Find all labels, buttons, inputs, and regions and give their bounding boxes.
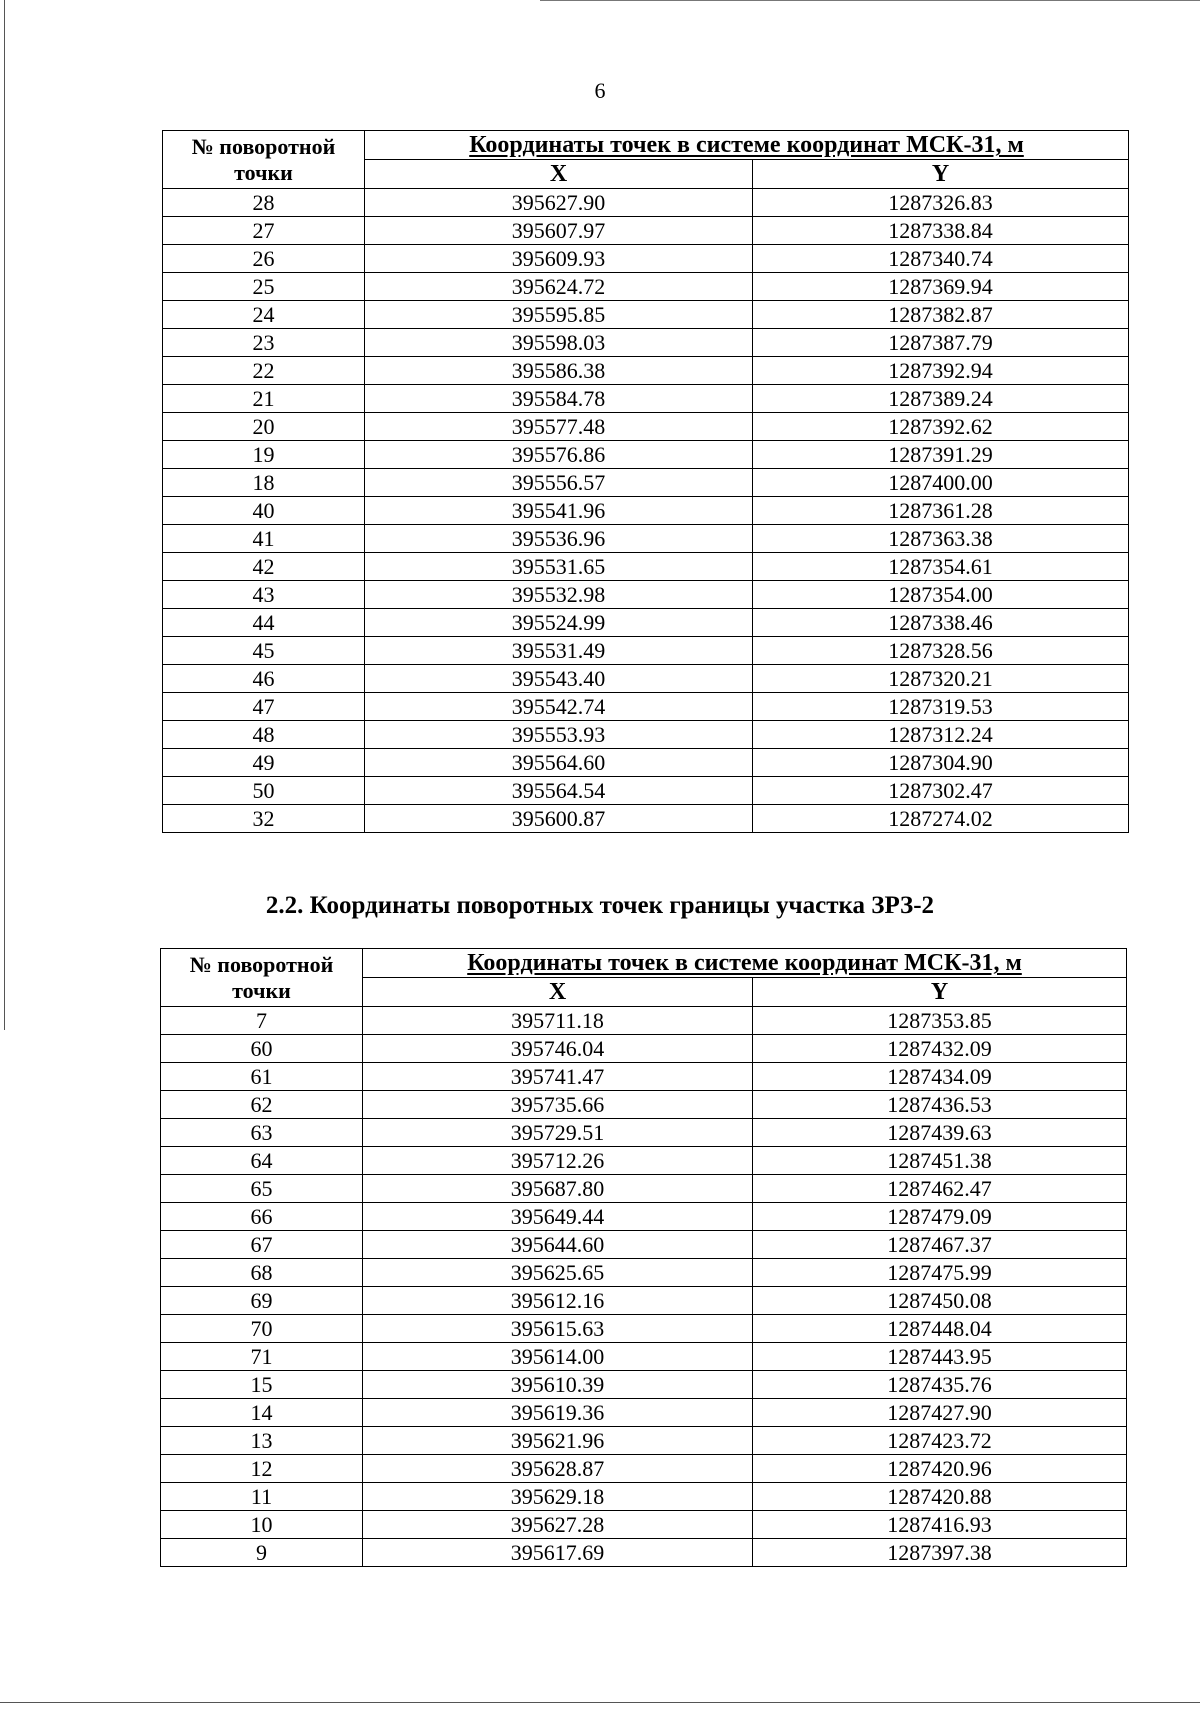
point-number-cell: 21 bbox=[163, 385, 365, 413]
y-coordinate-cell: 1287320.21 bbox=[753, 665, 1129, 693]
table-row bbox=[163, 189, 1129, 217]
table-row bbox=[161, 1231, 1127, 1259]
table-row bbox=[163, 777, 1129, 805]
y-coordinate-cell: 1287439.63 bbox=[753, 1119, 1127, 1147]
point-number-cell: 68 bbox=[161, 1259, 363, 1287]
y-coordinate-cell: 1287420.96 bbox=[753, 1455, 1127, 1483]
x-coordinate-cell: 395609.93 bbox=[365, 245, 753, 273]
y-coordinate-cell: 1287302.47 bbox=[753, 777, 1129, 805]
x-coordinate-cell: 395644.60 bbox=[363, 1231, 753, 1259]
x-coordinate-cell: 395612.16 bbox=[363, 1287, 753, 1315]
point-number-cell: 18 bbox=[163, 469, 365, 497]
coordinates-table-2 bbox=[160, 948, 1127, 1567]
x-coordinate-cell: 395584.78 bbox=[365, 385, 753, 413]
y-coordinate-cell: 1287312.24 bbox=[753, 721, 1129, 749]
y-coordinate-cell: 1287353.85 bbox=[753, 1007, 1127, 1035]
point-number-cell: 45 bbox=[163, 637, 365, 665]
table-row bbox=[161, 1343, 1127, 1371]
table-row bbox=[163, 469, 1129, 497]
table-row bbox=[163, 665, 1129, 693]
section-title: 2.2. Координаты поворотных точек границы участка ЗРЗ-2 bbox=[265, 892, 935, 919]
x-coordinate-cell: 395617.69 bbox=[363, 1539, 753, 1567]
x-coordinate-cell: 395627.90 bbox=[365, 189, 753, 217]
point-number-cell: 44 bbox=[163, 609, 365, 637]
point-number-cell: 67 bbox=[161, 1231, 363, 1259]
y-coordinate-cell: 1287361.28 bbox=[753, 497, 1129, 525]
y-coordinate-cell: 1287369.94 bbox=[753, 273, 1129, 301]
table-row bbox=[163, 217, 1129, 245]
y-coordinate-cell: 1287432.09 bbox=[753, 1035, 1127, 1063]
point-number-cell: 65 bbox=[161, 1175, 363, 1203]
table-row bbox=[161, 1511, 1127, 1539]
y-coordinate-cell: 1287397.38 bbox=[753, 1539, 1127, 1567]
point-number-cell: 46 bbox=[163, 665, 365, 693]
point-number-cell: 32 bbox=[163, 805, 365, 833]
point-number-cell: 12 bbox=[161, 1455, 363, 1483]
table-row bbox=[163, 525, 1129, 553]
point-number-cell: 69 bbox=[161, 1287, 363, 1315]
y-coordinate-cell: 1287462.47 bbox=[753, 1175, 1127, 1203]
y-coordinate-cell: 1287382.87 bbox=[753, 301, 1129, 329]
x-coordinate-cell: 395586.38 bbox=[365, 357, 753, 385]
point-number-cell: 24 bbox=[163, 301, 365, 329]
x-coordinate-cell: 395598.03 bbox=[365, 329, 753, 357]
y-column-header: Y bbox=[753, 160, 1129, 189]
y-coordinate-cell: 1287338.46 bbox=[753, 609, 1129, 637]
point-number-cell: 20 bbox=[163, 413, 365, 441]
scan-edge-bottom bbox=[0, 1702, 1200, 1703]
x-coordinate-cell: 395564.54 bbox=[365, 777, 753, 805]
x-coordinate-cell: 395600.87 bbox=[365, 805, 753, 833]
table-row bbox=[163, 357, 1129, 385]
scan-edge-left bbox=[4, 0, 5, 1030]
table-row bbox=[163, 497, 1129, 525]
table-row bbox=[161, 1399, 1127, 1427]
y-coordinate-cell: 1287389.24 bbox=[753, 385, 1129, 413]
x-coordinate-cell: 395746.04 bbox=[363, 1035, 753, 1063]
x-coordinate-cell: 395687.80 bbox=[363, 1175, 753, 1203]
x-coordinate-cell: 395610.39 bbox=[363, 1371, 753, 1399]
y-coordinate-cell: 1287326.83 bbox=[753, 189, 1129, 217]
table-row bbox=[163, 609, 1129, 637]
point-number-cell: 22 bbox=[163, 357, 365, 385]
y-coordinate-cell: 1287338.84 bbox=[753, 217, 1129, 245]
table-row bbox=[161, 1203, 1127, 1231]
x-coordinate-cell: 395712.26 bbox=[363, 1147, 753, 1175]
x-coordinate-cell: 395536.96 bbox=[365, 525, 753, 553]
x-coordinate-cell: 395595.85 bbox=[365, 301, 753, 329]
table-row bbox=[161, 1007, 1127, 1035]
table-row bbox=[163, 385, 1129, 413]
y-coordinate-cell: 1287423.72 bbox=[753, 1427, 1127, 1455]
table-row bbox=[161, 1483, 1127, 1511]
table-row bbox=[163, 581, 1129, 609]
point-number-cell: 61 bbox=[161, 1063, 363, 1091]
table-row bbox=[161, 1063, 1127, 1091]
point-number-cell: 27 bbox=[163, 217, 365, 245]
coordinates-table-1 bbox=[162, 130, 1129, 833]
table-row bbox=[163, 245, 1129, 273]
x-coordinate-cell: 395556.57 bbox=[365, 469, 753, 497]
point-number-cell: 26 bbox=[163, 245, 365, 273]
point-number-cell: 70 bbox=[161, 1315, 363, 1343]
table-row bbox=[163, 805, 1129, 833]
y-coordinate-cell: 1287420.88 bbox=[753, 1483, 1127, 1511]
y-coordinate-cell: 1287416.93 bbox=[753, 1511, 1127, 1539]
x-coordinate-cell: 395625.65 bbox=[363, 1259, 753, 1287]
point-number-cell: 71 bbox=[161, 1343, 363, 1371]
x-coordinate-cell: 395564.60 bbox=[365, 749, 753, 777]
y-coordinate-cell: 1287450.08 bbox=[753, 1287, 1127, 1315]
x-coordinate-cell: 395649.44 bbox=[363, 1203, 753, 1231]
table-row bbox=[161, 1147, 1127, 1175]
x-coordinate-cell: 395531.65 bbox=[365, 553, 753, 581]
table-row bbox=[163, 693, 1129, 721]
table-row bbox=[163, 273, 1129, 301]
x-coordinate-cell: 395711.18 bbox=[363, 1007, 753, 1035]
table-row bbox=[163, 553, 1129, 581]
page-number: 6 bbox=[594, 78, 606, 103]
y-coordinate-cell: 1287479.09 bbox=[753, 1203, 1127, 1231]
table-row bbox=[161, 1455, 1127, 1483]
x-coordinate-cell: 395532.98 bbox=[365, 581, 753, 609]
table-2-body bbox=[161, 1007, 1127, 1567]
point-number-cell: 60 bbox=[161, 1035, 363, 1063]
x-coordinate-cell: 395619.36 bbox=[363, 1399, 753, 1427]
x-coordinate-cell: 395621.96 bbox=[363, 1427, 753, 1455]
point-number-cell: 48 bbox=[163, 721, 365, 749]
y-coordinate-cell: 1287391.29 bbox=[753, 441, 1129, 469]
y-coordinate-cell: 1287354.00 bbox=[753, 581, 1129, 609]
point-number-cell: 10 bbox=[161, 1511, 363, 1539]
table-row bbox=[163, 329, 1129, 357]
point-number-cell: 25 bbox=[163, 273, 365, 301]
y-coordinate-cell: 1287427.90 bbox=[753, 1399, 1127, 1427]
point-number-cell: 64 bbox=[161, 1147, 363, 1175]
y-coordinate-cell: 1287304.90 bbox=[753, 749, 1129, 777]
point-number-cell: 9 bbox=[161, 1539, 363, 1567]
x-coordinate-cell: 395624.72 bbox=[365, 273, 753, 301]
x-coordinate-cell: 395729.51 bbox=[363, 1119, 753, 1147]
coordinates-header: Координаты точек в системе координат МСК-31, м bbox=[365, 131, 1129, 160]
y-coordinate-cell: 1287354.61 bbox=[753, 553, 1129, 581]
point-number-cell: 19 bbox=[163, 441, 365, 469]
table-row bbox=[163, 301, 1129, 329]
point-number-cell: 13 bbox=[161, 1427, 363, 1455]
point-number-cell: 14 bbox=[161, 1399, 363, 1427]
x-coordinate-cell: 395615.63 bbox=[363, 1315, 753, 1343]
x-coordinate-cell: 395614.00 bbox=[363, 1343, 753, 1371]
table-row bbox=[161, 1091, 1127, 1119]
point-number-cell: 62 bbox=[161, 1091, 363, 1119]
table-row bbox=[163, 721, 1129, 749]
x-coordinate-cell: 395627.28 bbox=[363, 1511, 753, 1539]
coordinates-header: Координаты точек в системе координат МСК-31, м bbox=[363, 949, 1127, 978]
table-row bbox=[161, 1427, 1127, 1455]
y-coordinate-cell: 1287434.09 bbox=[753, 1063, 1127, 1091]
x-coordinate-cell: 395524.99 bbox=[365, 609, 753, 637]
x-column-header: X bbox=[365, 160, 753, 189]
point-number-cell: 66 bbox=[161, 1203, 363, 1231]
y-coordinate-cell: 1287475.99 bbox=[753, 1259, 1127, 1287]
table-row bbox=[161, 1119, 1127, 1147]
table-row bbox=[163, 637, 1129, 665]
point-number-cell: 41 bbox=[163, 525, 365, 553]
point-number-cell: 63 bbox=[161, 1119, 363, 1147]
x-coordinate-cell: 395741.47 bbox=[363, 1063, 753, 1091]
table-1-body bbox=[163, 189, 1129, 833]
y-coordinate-cell: 1287340.74 bbox=[753, 245, 1129, 273]
table-row bbox=[161, 1315, 1127, 1343]
x-coordinate-cell: 395607.97 bbox=[365, 217, 753, 245]
x-coordinate-cell: 395735.66 bbox=[363, 1091, 753, 1119]
x-coordinate-cell: 395629.18 bbox=[363, 1483, 753, 1511]
x-coordinate-cell: 395576.86 bbox=[365, 441, 753, 469]
y-coordinate-cell: 1287319.53 bbox=[753, 693, 1129, 721]
point-number-cell: 7 bbox=[161, 1007, 363, 1035]
point-number-cell: 42 bbox=[163, 553, 365, 581]
point-number-cell: 43 bbox=[163, 581, 365, 609]
y-coordinate-cell: 1287443.95 bbox=[753, 1343, 1127, 1371]
x-coordinate-cell: 395543.40 bbox=[365, 665, 753, 693]
y-coordinate-cell: 1287363.38 bbox=[753, 525, 1129, 553]
table-row bbox=[161, 1287, 1127, 1315]
table-row bbox=[161, 1539, 1127, 1567]
y-coordinate-cell: 1287451.38 bbox=[753, 1147, 1127, 1175]
point-number-cell: 11 bbox=[161, 1483, 363, 1511]
x-coordinate-cell: 395541.96 bbox=[365, 497, 753, 525]
y-coordinate-cell: 1287435.76 bbox=[753, 1371, 1127, 1399]
point-number-cell: 40 bbox=[163, 497, 365, 525]
y-column-header: Y bbox=[753, 978, 1127, 1007]
point-number-cell: 47 bbox=[163, 693, 365, 721]
y-coordinate-cell: 1287400.00 bbox=[753, 469, 1129, 497]
table-row bbox=[161, 1035, 1127, 1063]
scan-edge-top bbox=[540, 0, 1200, 1]
point-number-header: № поворотной точки bbox=[163, 131, 365, 189]
y-coordinate-cell: 1287387.79 bbox=[753, 329, 1129, 357]
x-coordinate-cell: 395531.49 bbox=[365, 637, 753, 665]
x-coordinate-cell: 395553.93 bbox=[365, 721, 753, 749]
y-coordinate-cell: 1287436.53 bbox=[753, 1091, 1127, 1119]
point-number-cell: 15 bbox=[161, 1371, 363, 1399]
point-number-cell: 23 bbox=[163, 329, 365, 357]
x-column-header: X bbox=[363, 978, 753, 1007]
y-coordinate-cell: 1287274.02 bbox=[753, 805, 1129, 833]
table-row bbox=[163, 413, 1129, 441]
point-number-cell: 49 bbox=[163, 749, 365, 777]
x-coordinate-cell: 395628.87 bbox=[363, 1455, 753, 1483]
table-row bbox=[163, 749, 1129, 777]
point-number-header: № поворотной точки bbox=[161, 949, 363, 1007]
y-coordinate-cell: 1287467.37 bbox=[753, 1231, 1127, 1259]
y-coordinate-cell: 1287392.62 bbox=[753, 413, 1129, 441]
y-coordinate-cell: 1287392.94 bbox=[753, 357, 1129, 385]
x-coordinate-cell: 395577.48 bbox=[365, 413, 753, 441]
table-row bbox=[161, 1175, 1127, 1203]
point-number-cell: 28 bbox=[163, 189, 365, 217]
table-row bbox=[161, 1371, 1127, 1399]
table-row bbox=[161, 1259, 1127, 1287]
y-coordinate-cell: 1287448.04 bbox=[753, 1315, 1127, 1343]
x-coordinate-cell: 395542.74 bbox=[365, 693, 753, 721]
table-row bbox=[163, 441, 1129, 469]
y-coordinate-cell: 1287328.56 bbox=[753, 637, 1129, 665]
point-number-cell: 50 bbox=[163, 777, 365, 805]
